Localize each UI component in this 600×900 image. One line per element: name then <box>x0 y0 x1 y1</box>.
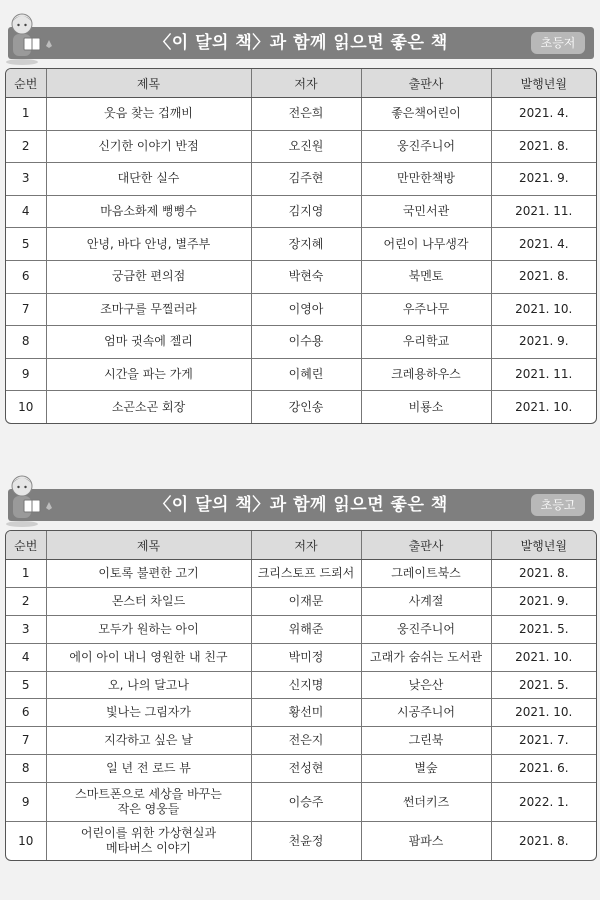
cell-title: 소곤소곤 회장 <box>46 391 251 423</box>
cell-number: 10 <box>6 391 46 423</box>
cell-date: 2021. 4. <box>491 228 596 261</box>
table-row <box>6 260 596 293</box>
cell-author: 김주현 <box>251 163 361 196</box>
cell-number: 7 <box>6 727 46 755</box>
cell-number: 7 <box>6 293 46 326</box>
col-header-title: 제목 <box>46 69 251 98</box>
cell-author: 이혜린 <box>251 358 361 391</box>
cell-publisher: 썬더키즈 <box>361 783 491 822</box>
cell-number: 4 <box>6 643 46 671</box>
table-row <box>6 615 596 643</box>
cell-date: 2021. 9. <box>491 587 596 615</box>
cell-title: 안녕, 바다 안녕, 별주부 <box>46 228 251 261</box>
table-row <box>6 587 596 615</box>
cell-date: 2021. 6. <box>491 755 596 783</box>
cell-number: 5 <box>6 228 46 261</box>
reading-child-icon <box>2 6 62 66</box>
cell-author: 장지혜 <box>251 228 361 261</box>
cell-publisher: 그린북 <box>361 727 491 755</box>
cell-title: 모두가 원하는 아이 <box>46 615 251 643</box>
cell-title: 지각하고 싶은 날 <box>46 727 251 755</box>
cell-publisher: 비룡소 <box>361 391 491 423</box>
cell-title: 이토록 불편한 고기 <box>46 560 251 588</box>
cell-author: 오진원 <box>251 130 361 163</box>
table-row <box>6 671 596 699</box>
cell-date: 2021. 7. <box>491 727 596 755</box>
table-row <box>6 163 596 196</box>
cell-publisher: 팜파스 <box>361 822 491 861</box>
book-table <box>5 530 597 861</box>
cell-date: 2022. 1. <box>491 783 596 822</box>
cell-publisher: 만만한책방 <box>361 163 491 196</box>
cell-author: 전성현 <box>251 755 361 783</box>
cell-title: 웃음 찾는 겁깨비 <box>46 98 251 131</box>
cell-number: 3 <box>6 615 46 643</box>
cell-title: 신기한 이야기 반점 <box>46 130 251 163</box>
cell-date: 2021. 9. <box>491 163 596 196</box>
cell-title: 오, 나의 달고나 <box>46 671 251 699</box>
section-title: 〈이 달의 책〉과 함께 읽으면 좋은 책 <box>154 495 448 515</box>
table-header-row <box>6 531 596 560</box>
cell-title: 어린이를 위한 가상현실과 메타버스 이야기 <box>46 822 251 861</box>
cell-number: 8 <box>6 755 46 783</box>
cell-publisher: 웅진주니어 <box>361 130 491 163</box>
cell-title: 마음소화제 뻥뻥수 <box>46 195 251 228</box>
cell-author: 박미정 <box>251 643 361 671</box>
table-row <box>6 228 596 261</box>
cell-author: 김지영 <box>251 195 361 228</box>
table-row <box>6 783 596 822</box>
table-row <box>6 98 596 131</box>
cell-number: 9 <box>6 783 46 822</box>
table-row <box>6 560 596 588</box>
col-header-date: 발행년월 <box>491 531 596 560</box>
col-header-number: 순번 <box>6 531 46 560</box>
cell-publisher: 그레이트북스 <box>361 560 491 588</box>
cell-author: 황선미 <box>251 699 361 727</box>
cell-date: 2021. 10. <box>491 391 596 423</box>
cell-publisher: 북멘토 <box>361 260 491 293</box>
cell-author: 위해준 <box>251 615 361 643</box>
cell-number: 6 <box>6 699 46 727</box>
cell-author: 박현숙 <box>251 260 361 293</box>
cell-number: 4 <box>6 195 46 228</box>
cell-date: 2021. 9. <box>491 326 596 359</box>
cell-number: 3 <box>6 163 46 196</box>
cell-title: 대단한 실수 <box>46 163 251 196</box>
cell-date: 2021. 4. <box>491 98 596 131</box>
cell-publisher: 어린이 나무생각 <box>361 228 491 261</box>
cell-publisher: 시공주니어 <box>361 699 491 727</box>
cell-date: 2021. 10. <box>491 293 596 326</box>
cell-publisher: 우리학교 <box>361 326 491 359</box>
reading-child-icon <box>2 468 62 528</box>
cell-title: 엄마 귓속에 젤리 <box>46 326 251 359</box>
cell-author: 이영아 <box>251 293 361 326</box>
section-title: 〈이 달의 책〉과 함께 읽으면 좋은 책 <box>154 33 448 53</box>
book-table <box>5 68 597 424</box>
cell-author: 크리스토프 드뢰서 <box>251 560 361 588</box>
cell-title: 시간을 파는 가게 <box>46 358 251 391</box>
table-header-row <box>6 69 596 98</box>
table-row <box>6 822 596 861</box>
table-row <box>6 358 596 391</box>
cell-author: 이승주 <box>251 783 361 822</box>
cell-publisher: 국민서관 <box>361 195 491 228</box>
cell-author: 강인송 <box>251 391 361 423</box>
table-row <box>6 643 596 671</box>
cell-publisher: 좋은책어린이 <box>361 98 491 131</box>
table-row <box>6 391 596 423</box>
col-header-number: 순번 <box>6 69 46 98</box>
cell-date: 2021. 8. <box>491 822 596 861</box>
cell-number: 1 <box>21 106 30 121</box>
cell-title: 에이 아이 내니 영원한 내 친구 <box>46 643 251 671</box>
table-row <box>6 755 596 783</box>
cell-date: 2021. 11. <box>491 358 596 391</box>
col-header-author: 저자 <box>251 531 361 560</box>
cell-author: 신지명 <box>251 671 361 699</box>
col-header-publisher: 출판사 <box>361 531 491 560</box>
cell-date: 2021. 11. <box>491 195 596 228</box>
cell-title: 빛나는 그림자가 <box>46 699 251 727</box>
cell-author: 이수용 <box>251 326 361 359</box>
grade-badge: 초등고 <box>531 494 585 516</box>
section-banner <box>8 489 594 521</box>
cell-number: 2 <box>6 130 46 163</box>
cell-number: 6 <box>6 260 46 293</box>
cell-title: 몬스터 차일드 <box>46 587 251 615</box>
col-header-author: 저자 <box>251 69 361 98</box>
col-header-title: 제목 <box>46 531 251 560</box>
cell-publisher: 사계절 <box>361 587 491 615</box>
col-header-publisher: 출판사 <box>361 69 491 98</box>
cell-date: 2021. 8. <box>491 130 596 163</box>
cell-date: 2021. 8. <box>491 560 596 588</box>
cell-number: 1 <box>21 565 30 580</box>
cell-number: 2 <box>6 587 46 615</box>
cell-date: 2021. 8. <box>491 260 596 293</box>
cell-number: 8 <box>6 326 46 359</box>
cell-title: 조마구를 무찔러라 <box>46 293 251 326</box>
cell-number: 9 <box>6 358 46 391</box>
cell-publisher: 낮은산 <box>361 671 491 699</box>
col-header-date: 발행년월 <box>491 69 596 98</box>
cell-publisher: 우주나무 <box>361 293 491 326</box>
table-row <box>6 699 596 727</box>
cell-publisher: 고래가 숨쉬는 도서관 <box>361 643 491 671</box>
cell-number: 10 <box>6 822 46 861</box>
cell-author: 전은지 <box>251 727 361 755</box>
grade-badge: 초등저 <box>531 32 585 54</box>
table-row <box>6 195 596 228</box>
cell-publisher: 별숲 <box>361 755 491 783</box>
section-banner <box>8 27 594 59</box>
cell-title: 스마트폰으로 세상을 바꾸는 작은 영웅들 <box>46 783 251 822</box>
cell-title: 궁금한 편의점 <box>46 260 251 293</box>
cell-date: 2021. 10. <box>491 699 596 727</box>
cell-author: 전은희 <box>251 98 361 131</box>
table-row <box>6 326 596 359</box>
cell-author: 이재문 <box>251 587 361 615</box>
cell-author: 천윤정 <box>251 822 361 861</box>
cell-title: 일 년 전 로드 뷰 <box>46 755 251 783</box>
table-row <box>6 293 596 326</box>
table-row <box>6 130 596 163</box>
table-row <box>6 727 596 755</box>
cell-publisher: 웅진주니어 <box>361 615 491 643</box>
cell-date: 2021. 5. <box>491 615 596 643</box>
cell-date: 2021. 10. <box>491 643 596 671</box>
cell-publisher: 크레용하우스 <box>361 358 491 391</box>
cell-date: 2021. 5. <box>491 671 596 699</box>
cell-number: 5 <box>6 671 46 699</box>
